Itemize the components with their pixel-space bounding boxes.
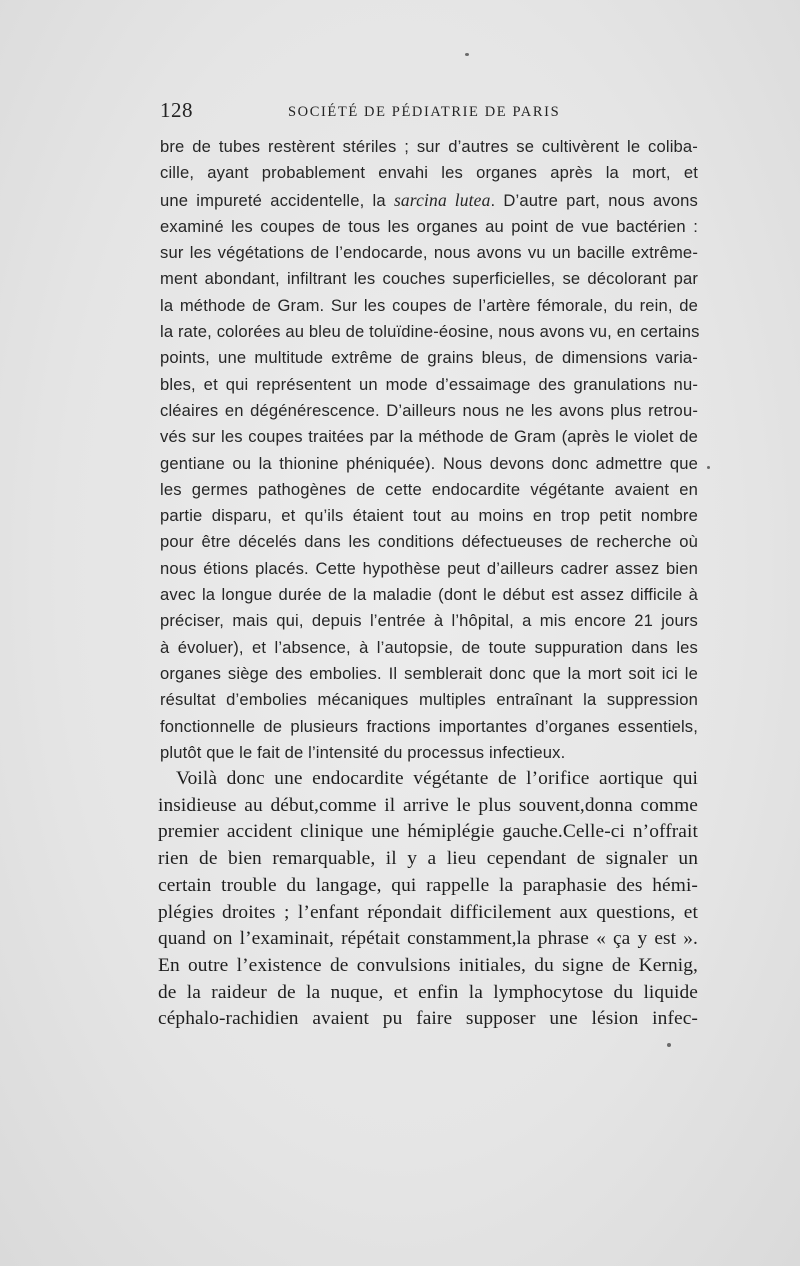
ink-speck bbox=[465, 53, 469, 56]
text-line: nous étions placés. Cette hypothèse peut d’ailleurs cadrer assez bien bbox=[160, 558, 698, 578]
page-header bbox=[160, 98, 698, 128]
text-line: En outre l’existence de convulsions initiales, du signe de Kernig, bbox=[158, 954, 698, 976]
text-line: préciser, mais qui, depuis l’entrée à l’hôpital, a mis encore 21 jours bbox=[160, 611, 698, 631]
text-line: cléaires en dégénérescence. D’ailleurs nous ne les avons plus retrou- bbox=[160, 400, 698, 420]
text-line: gentiane ou la thionine phéniquée). Nous devons donc admettre que bbox=[160, 453, 698, 473]
text-line: la méthode de Gram. Sur les coupes de l’artère fémorale, du rein, de bbox=[160, 295, 698, 315]
text-line: les germes pathogènes de cette endocardite végétante avaient en bbox=[160, 479, 698, 499]
text-line: vés sur les coupes traitées par la méthode de Gram (après le violet de bbox=[160, 427, 698, 447]
text-line: céphalo-rachidien avaient pu faire supposer une lésion infec- bbox=[158, 1008, 698, 1030]
text-line: rien de bien remarquable, il y a lieu cependant de signaler un bbox=[158, 848, 698, 870]
text-line: la rate, colorées au bleu de toluïdine-éosine, nous avons vu, en certains bbox=[160, 322, 700, 342]
text-line: quand on l’examinait, répétait constamment,la phrase « ça y est ». bbox=[158, 928, 698, 950]
text-line: partie disparu, et qu’ils étaient tout au moins en trop petit nombre bbox=[160, 506, 698, 526]
italic-term: sarcina lutea bbox=[393, 189, 491, 210]
text-line: à évoluer), et l’absence, à l’autopsie, de toute suppuration dans les bbox=[160, 637, 698, 657]
text-line: bles, et qui représentent un mode d’essaimage des granulations nu- bbox=[160, 374, 698, 394]
text-line: Voilà donc une endocardite végétante de l’orifice aortique qui bbox=[176, 768, 698, 789]
text-line: insidieuse au début,comme il arrive le plus souvent,donna comme bbox=[158, 794, 698, 816]
text-line: pour être décelés dans les conditions défectueuses de recherche où bbox=[160, 532, 698, 552]
ink-speck bbox=[707, 466, 710, 469]
running-title: SOCIÉTÉ DE PÉDIATRIE DE PARIS bbox=[288, 104, 561, 120]
text-line: ment abondant, infiltrant les couches superficielles, se décolorant par bbox=[160, 269, 698, 289]
text-line: résultat d’embolies mécaniques multiples entraînant la suppression bbox=[160, 690, 698, 710]
text-line: de la raideur de la nuque, et enfin la lymphocytose du liquide bbox=[158, 981, 698, 1003]
ink-speck bbox=[667, 1043, 671, 1047]
page-number: 128 bbox=[160, 98, 193, 122]
text-line: plutôt que le fait de l’intensité du processus infectieux. bbox=[160, 742, 566, 762]
text-line: points, une multitude extrême de grains bleus, de dimensions varia- bbox=[160, 348, 698, 368]
text-line: une impureté accidentelle, la sarcina lutea. D’autre part, nous avons bbox=[160, 189, 698, 210]
text-line: cille, ayant probablement envahi les organes après la mort, et bbox=[160, 163, 698, 183]
text-line: examiné les coupes de tous les organes au point de vue bactérien : bbox=[160, 216, 698, 236]
text-line: fonctionnelle de plusieurs fractions importantes d’organes essentiels, bbox=[160, 716, 698, 736]
text-line: sur les végétations de l’endocarde, nous avons vu un bacille extrême- bbox=[160, 243, 698, 263]
text-line: plégies droites ; l’enfant répondait difficilement aux questions, et bbox=[158, 901, 698, 923]
text-line: organes siège des embolies. Il semblerait donc que la mort soit ici le bbox=[160, 663, 698, 683]
text-line: bre de tubes restèrent stériles ; sur d’autres se cultivèrent le coliba- bbox=[160, 137, 698, 156]
text-line: premier accident clinique une hémiplégie gauche.Celle-ci n’offrait bbox=[158, 821, 698, 843]
paragraph-1 bbox=[160, 134, 698, 766]
paragraph-2 bbox=[158, 766, 698, 1033]
text-line: certain trouble du langage, qui rappelle la paraphasie des hémi- bbox=[158, 874, 698, 896]
text-line: avec la longue durée de la maladie (dont le début est assez difficile à bbox=[160, 585, 698, 605]
